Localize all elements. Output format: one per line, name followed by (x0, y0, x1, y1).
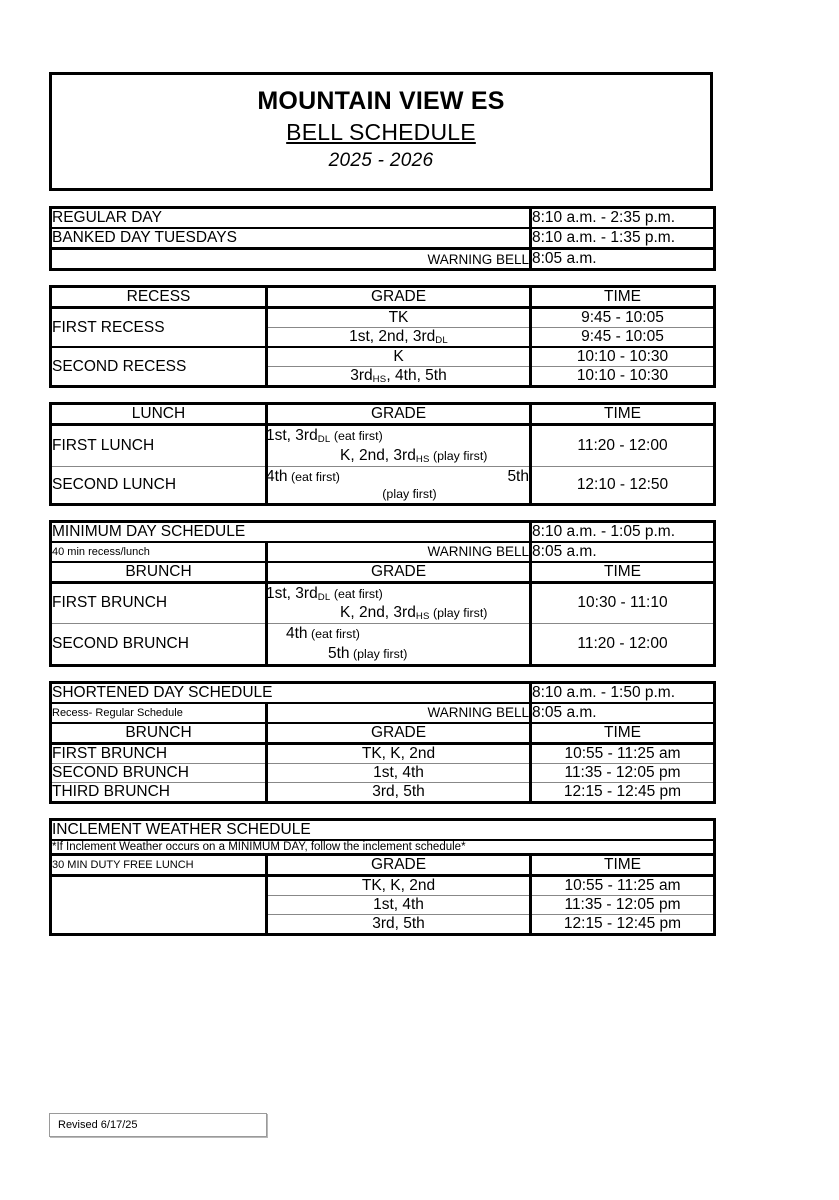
inclement-weather-header-col1: 30 MIN DUTY FREE LUNCH (51, 854, 267, 875)
table-header-row (51, 723, 715, 744)
lunch-header-col2: GRADE (267, 404, 531, 425)
first-lunch-time: 11:20 - 12:00 (531, 425, 715, 467)
first-brunch-grade-min: 1st, 3rdDL (eat first) K, 2nd, 3rdHS (play first) (267, 582, 531, 624)
second-lunch-label: SECOND LUNCH (51, 466, 267, 504)
table-row (51, 542, 715, 562)
revision-box (49, 1113, 267, 1137)
minimum-day-warning-bell-time: 8:05 a.m. (531, 542, 715, 562)
first-brunch-label-short: FIRST BRUNCH (51, 743, 267, 763)
table-row (51, 425, 715, 467)
inclement-weather-header-col3: TIME (531, 854, 715, 875)
second-recess-grade-2: 3rdHS, 4th, 5th (267, 367, 531, 387)
second-brunch-time-min: 11:20 - 12:00 (531, 624, 715, 666)
table-header-row (51, 404, 715, 425)
shortened-day-header-col3: TIME (531, 723, 715, 744)
table-row (51, 308, 715, 328)
recess-table (49, 285, 716, 388)
first-brunch-grade-short: TK, K, 2nd (267, 743, 531, 763)
inclement-weather-header-col2: GRADE (267, 854, 531, 875)
table-row (51, 249, 715, 270)
minimum-day-title: MINIMUM DAY SCHEDULE (51, 521, 531, 542)
first-recess-time-2: 9:45 - 10:05 (531, 328, 715, 348)
warning-bell-label: WARNING BELL (51, 249, 531, 270)
recess-header-col2: GRADE (267, 287, 531, 308)
inclement-weather-time-3: 12:15 - 12:45 pm (531, 914, 715, 934)
table-row (51, 895, 715, 914)
table-row (51, 914, 715, 934)
minimum-day-note: 40 min recess/lunch (51, 542, 267, 562)
table-row (51, 228, 715, 249)
table-header-row (51, 562, 715, 583)
second-brunch-label-short: SECOND BRUNCH (51, 763, 267, 782)
table-row (51, 521, 715, 542)
table-row (51, 466, 715, 504)
table-row (51, 763, 715, 782)
third-brunch-grade-short: 3rd, 5th (267, 782, 531, 802)
first-recess-grade-2: 1st, 2nd, 3rdDL (267, 328, 531, 348)
first-brunch-time-min: 10:30 - 11:10 (531, 582, 715, 624)
inclement-weather-time-1: 10:55 - 11:25 am (531, 875, 715, 895)
lunch-table (49, 402, 716, 505)
second-recess-label: SECOND RECESS (51, 347, 267, 387)
minimum-day-header-col2: GRADE (267, 562, 531, 583)
regular-day-label: REGULAR DAY (51, 208, 531, 229)
inclement-weather-time-2: 11:35 - 12:05 pm (531, 895, 715, 914)
banked-day-label: BANKED DAY TUESDAYS (51, 228, 531, 249)
shortened-day-warning-bell-time: 8:05 a.m. (531, 703, 715, 723)
inclement-weather-spacer-1 (51, 875, 267, 895)
inclement-weather-spacer-3 (51, 914, 267, 934)
inclement-weather-grade-1: TK, K, 2nd (267, 875, 531, 895)
table-row (51, 782, 715, 802)
second-brunch-time-short: 11:35 - 12:05 pm (531, 763, 715, 782)
lunch-header-col3: TIME (531, 404, 715, 425)
inclement-weather-table (49, 818, 716, 936)
inclement-weather-grade-3: 3rd, 5th (267, 914, 531, 934)
second-recess-time-1: 10:10 - 10:30 (531, 347, 715, 367)
regular-day-time: 8:10 a.m. - 2:35 p.m. (531, 208, 715, 229)
school-name: MOUNTAIN VIEW ES (257, 87, 505, 115)
table-row (51, 743, 715, 763)
first-lunch-grade: 1st, 3rdDL (eat first) K, 2nd, 3rdHS (play first) (267, 425, 531, 467)
third-brunch-label-short: THIRD BRUNCH (51, 782, 267, 802)
table-row (51, 682, 715, 703)
minimum-day-time: 8:10 a.m. - 1:05 p.m. (531, 521, 715, 542)
banked-day-time: 8:10 a.m. - 1:35 p.m. (531, 228, 715, 249)
shortened-day-note: Recess- Regular Schedule (51, 703, 267, 723)
second-lunch-grade: 4th (eat first) 5th (play first) (267, 466, 531, 504)
first-brunch-time-short: 10:55 - 11:25 am (531, 743, 715, 763)
page-title: BELL SCHEDULE (286, 118, 476, 145)
second-recess-time-2: 10:10 - 10:30 (531, 367, 715, 387)
minimum-day-header-col1: BRUNCH (51, 562, 267, 583)
table-row (51, 347, 715, 367)
inclement-weather-spacer-2 (51, 895, 267, 914)
recess-header-col1: RECESS (51, 287, 267, 308)
inclement-weather-grade-2: 1st, 4th (267, 895, 531, 914)
table-header-row (51, 287, 715, 308)
table-header-row (51, 854, 715, 875)
table-row (51, 875, 715, 895)
second-brunch-label-min: SECOND BRUNCH (51, 624, 267, 666)
first-recess-time-1: 9:45 - 10:05 (531, 308, 715, 328)
lunch-header-col1: LUNCH (51, 404, 267, 425)
shortened-day-header-col1: BRUNCH (51, 723, 267, 744)
table-row (51, 703, 715, 723)
second-brunch-grade-min: 4th (eat first) 5th (play first) (267, 624, 531, 666)
inclement-weather-note: *If Inclement Weather occurs on a MINIMUM DAY, follow the inclement schedule* (51, 840, 715, 855)
first-lunch-label: FIRST LUNCH (51, 425, 267, 467)
first-recess-label: FIRST RECESS (51, 308, 267, 348)
table-row (51, 624, 715, 666)
minimum-day-header-col3: TIME (531, 562, 715, 583)
shortened-day-time: 8:10 a.m. - 1:50 p.m. (531, 682, 715, 703)
school-year: 2025 - 2026 (328, 149, 434, 171)
bell-schedule-page (49, 0, 713, 936)
second-lunch-time: 12:10 - 12:50 (531, 466, 715, 504)
shortened-day-title: SHORTENED DAY SCHEDULE (51, 682, 531, 703)
day-types-table (49, 206, 716, 271)
table-row (51, 208, 715, 229)
shortened-day-warning-bell-label: WARNING BELL (267, 703, 531, 723)
warning-bell-time: 8:05 a.m. (531, 249, 715, 270)
second-brunch-grade-short: 1st, 4th (267, 763, 531, 782)
first-brunch-label-min: FIRST BRUNCH (51, 582, 267, 624)
minimum-day-warning-bell-label: WARNING BELL (267, 542, 531, 562)
revision-date: Revised 6/17/25 (58, 1119, 138, 1131)
third-brunch-time-short: 12:15 - 12:45 pm (531, 782, 715, 802)
first-recess-grade-1: TK (267, 308, 531, 328)
inclement-weather-title: INCLEMENT WEATHER SCHEDULE (51, 819, 715, 840)
second-recess-grade-1: K (267, 347, 531, 367)
recess-header-col3: TIME (531, 287, 715, 308)
table-row (51, 819, 715, 840)
shortened-day-header-col2: GRADE (267, 723, 531, 744)
shortened-day-table (49, 681, 716, 804)
table-row (51, 840, 715, 855)
minimum-day-table (49, 520, 716, 667)
title-block (49, 72, 713, 191)
table-row (51, 582, 715, 624)
